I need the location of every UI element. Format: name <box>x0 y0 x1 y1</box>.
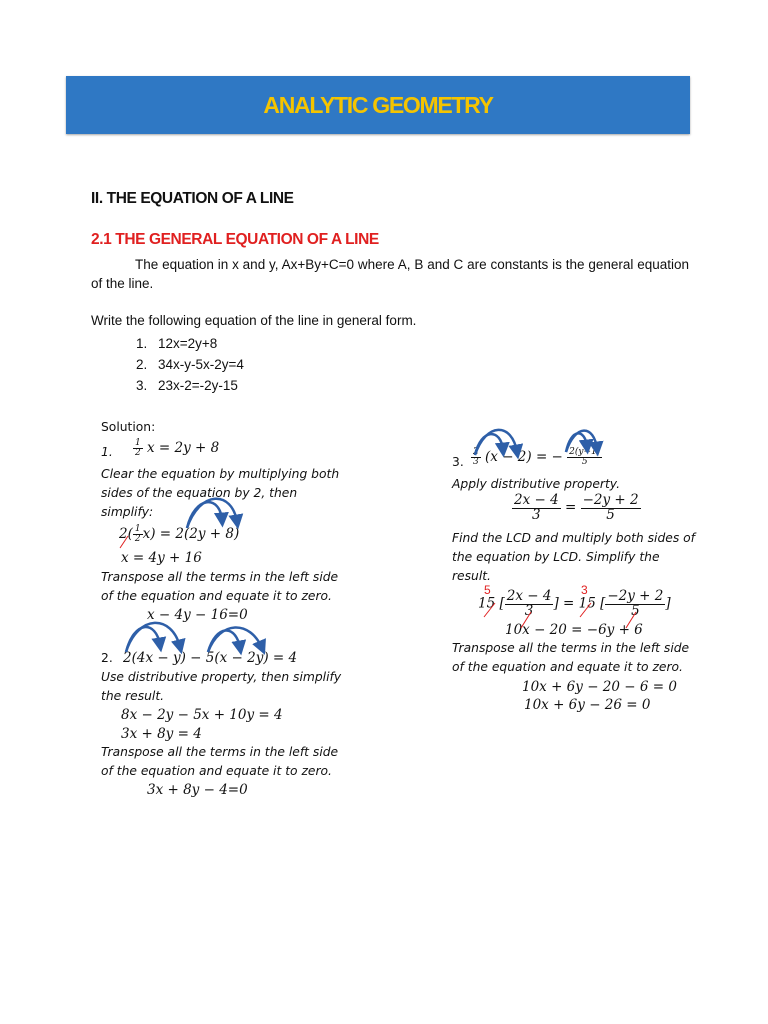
list-item: 3. 23x-2=-2y-15 <box>136 378 238 393</box>
intro-text: The equation in x and y, Ax+By+C=0 where A, B and C are constants is the general equation of the line. <box>91 257 689 291</box>
s3-equation: $\frac{2}{3}$ (x − 2) = − $\frac{2(y-1)}{5}$ <box>473 447 601 467</box>
s3-instruction: of the equation and equate it to zero. <box>452 660 683 674</box>
s1-instruction: sides of the equation by 2, then <box>101 486 298 500</box>
s2-number: 2. <box>101 651 113 665</box>
s3-instruction: Apply distributive property. <box>452 477 621 491</box>
s2-instruction: of the equation and equate it to zero. <box>101 764 332 778</box>
s3-instruction: result. <box>452 569 491 583</box>
exercise-instruction: Write the following equation of the line in general form. <box>91 313 417 328</box>
s3-instruction: Transpose all the terms in the left side <box>452 641 690 655</box>
page-title: ANALYTIC GEOMETRY <box>263 91 493 118</box>
arrow-icon <box>187 499 237 528</box>
s3-number: 3. <box>452 455 464 469</box>
intro-paragraph <box>91 255 689 293</box>
s3-final: 10x + 6y − 26 = 0 <box>524 697 651 713</box>
s3-step: 10x − 20 = −6y + 6 <box>505 622 643 638</box>
s3-cancel-mark: 3 <box>581 583 588 597</box>
list-item: 1. 12x=2y+8 <box>136 336 218 351</box>
arrow-icon <box>126 623 180 652</box>
s1-number: 1. <box>101 445 113 459</box>
s2-instruction: Transpose all the terms in the left side <box>101 745 339 759</box>
s1-step2: x = 4y + 16 <box>121 550 202 566</box>
s1-final: x − 4y − 16=0 <box>147 607 248 623</box>
list-item: 2. 34x-y-5x-2y=4 <box>136 357 244 372</box>
exercise-list <box>136 333 244 396</box>
s1-equation: $\frac{1}{2}$ x = 2y + 8 <box>135 438 220 458</box>
s1-instruction: simplify: <box>101 505 154 519</box>
s3-instruction: the equation by LCD. Simplify the <box>452 550 660 564</box>
arrow-icon <box>208 627 262 652</box>
section-heading: II. THE EQUATION OF A LINE <box>91 190 294 207</box>
s3-lcd-step: 15 [ $\frac{2x - 4}{3}$ ] = 15 [ $\frac{-2y + 2}{5}$ ] <box>478 588 671 619</box>
subsection-heading: 2.1 THE GENERAL EQUATION OF A LINE <box>91 231 379 248</box>
s2-instruction: the result. <box>101 689 165 703</box>
s3-step2: 10x + 6y − 20 − 6 = 0 <box>522 679 677 695</box>
solution-label: Solution: <box>101 420 156 434</box>
arrow-icon <box>208 630 240 652</box>
s3-fraction-equation: $\frac{2x - 4}{3}$ = $\frac{-2y + 2}{5}$ <box>514 492 639 523</box>
arrow-icon <box>126 627 160 652</box>
s3-cancel-mark: 5 <box>484 583 491 597</box>
s3-instruction: Find the LCD and multiply both sides of <box>452 531 695 545</box>
s1-instruction: Clear the equation by multiplying both <box>101 467 340 481</box>
title-banner <box>66 76 690 134</box>
s1-instruction: of the equation and equate it to zero. <box>101 589 332 603</box>
s1-instruction: Transpose all the terms in the left side <box>101 570 339 584</box>
s2-final: 3x + 8y − 4=0 <box>147 782 248 798</box>
s2-step1: 8x − 2y − 5x + 10y = 4 <box>121 707 283 723</box>
s2-step2: 3x + 8y = 4 <box>121 726 202 742</box>
s2-instruction: Use distributive property, then simplify <box>101 670 342 684</box>
s2-equation: 2(4x − y) − 5(x − 2y) = 4 <box>123 650 298 666</box>
s1-step1: 2( $\frac{1}{2}$ x) = 2(2y + 8) <box>119 524 240 544</box>
